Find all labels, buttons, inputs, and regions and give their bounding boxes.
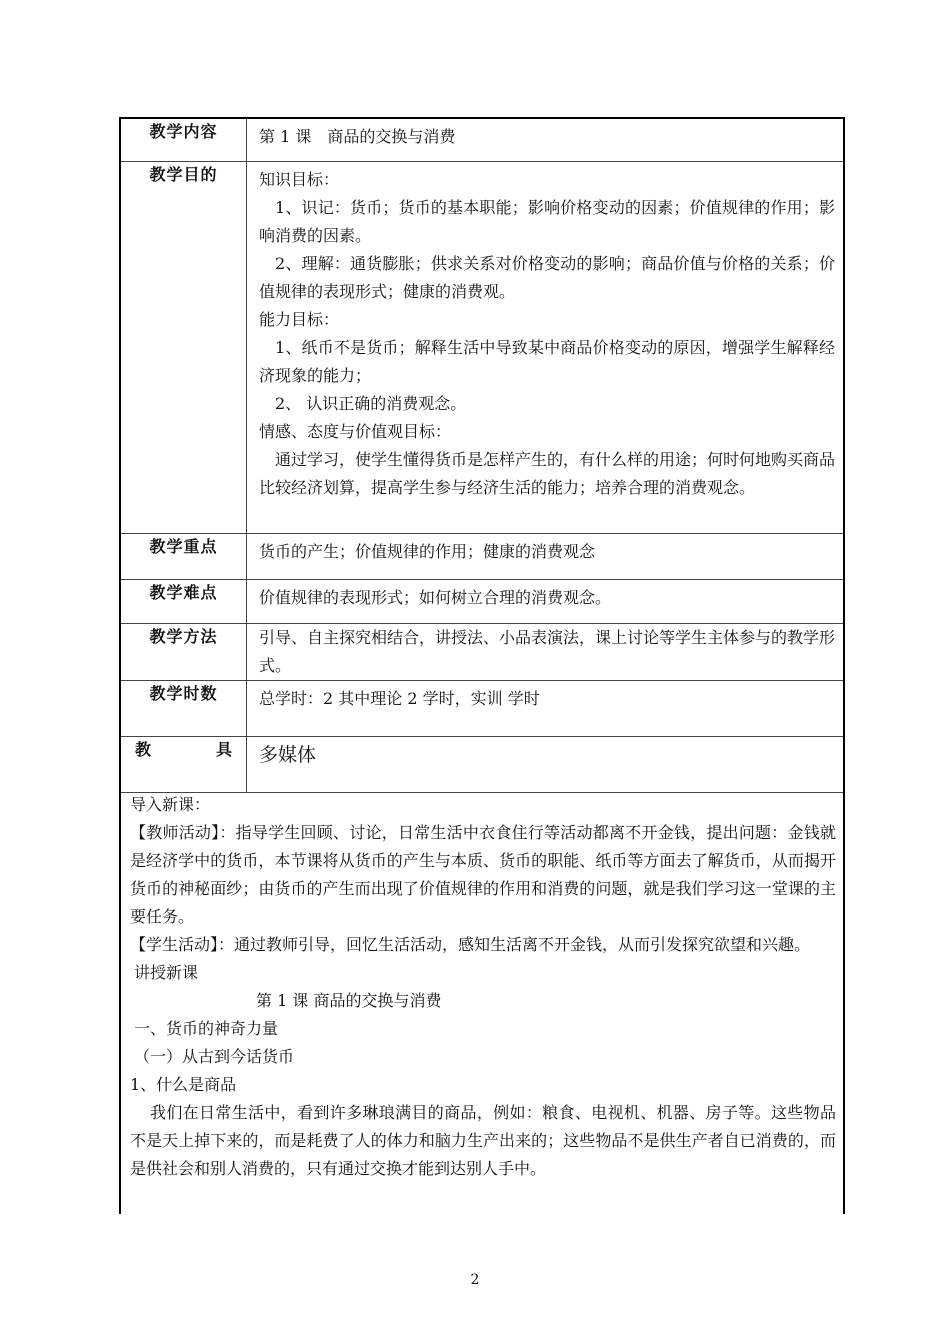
new-lesson-heading: 讲授新课 — [134, 963, 199, 982]
teacher-activity-paragraph: 【教师活动】：指导学生回顾、讨论，日常生活中衣食住行等活动都离不开金钱，提出问题：金钱就是经济学中的货币，本节课将从货币的产生与本质、货币的职能、纸币等方面去了解货币，从而揭开货币的神秘面纱；由货币的产生而出现了价值规律的作用和消费的问题，就是我们学习这一堂课的主要任务。 — [130, 823, 836, 926]
lesson-title-value: 第 1 课 商品的交换与消费 — [259, 127, 456, 146]
table-row — [121, 680, 843, 736]
row-label-hours: 教学时数 — [149, 683, 218, 703]
table-row — [121, 736, 843, 792]
subsection-heading: （一）从古到今话货币 — [134, 1047, 295, 1066]
table-row — [121, 579, 843, 623]
table-row — [121, 161, 843, 533]
row-label-tools — [121, 737, 246, 760]
key-points-value: 货币的产生；价值规律的作用；健康的消费观念 — [259, 541, 596, 561]
row-label-methods: 教学方法 — [149, 626, 218, 646]
objective-item: 1、纸币不是货币；解释生活中导致某中商品价格变动的原因，增强学生解释经济现象的能力； — [259, 337, 835, 385]
student-activity-paragraph: 【学生活动】：通过教师引导，回忆生活活动，感知生活离不开金钱，从而引发探究欲望和兴趣。 — [130, 935, 811, 954]
difficulties-value: 价值规律的表现形式；如何树立合理的消费观念。 — [259, 587, 612, 607]
row-label-tools-second: 具 — [215, 739, 232, 759]
section-heading: 一、货币的神奇力量 — [134, 1019, 279, 1038]
objectives-value — [247, 162, 843, 506]
lesson-plan-sheet — [119, 117, 845, 1214]
ability-heading: 能力目标： — [259, 309, 340, 329]
knowledge-heading: 知识目标： — [259, 169, 340, 189]
row-label-tools-first: 教 — [135, 739, 152, 759]
row-label-objectives: 教学目的 — [149, 164, 218, 184]
values-heading: 情感、态度与价值观目标： — [259, 421, 452, 441]
methods-value: 引导、自主探究相结合，讲授法、小品表演法，课上讨论等学生主体参与的教学形式。 — [259, 627, 836, 675]
row-label-key-points: 教学重点 — [149, 536, 218, 556]
table-row — [121, 119, 843, 161]
body-paragraph: 我们在日常生活中，看到许多琳琅满目的商品，例如：粮食、电视机、机器、房子等。这些物品不是天上掉下来的，而是耗费了人的体力和脑力生产出来的；这些物品不是供生产者自已消费的，而是供社会和别人消费的，只有通过交换才能到达别人手中。 — [130, 1103, 836, 1178]
tools-value: 多媒体 — [259, 743, 317, 766]
objective-item: 通过学习，使学生懂得货币是怎样产生的，有什么样的用途；何时何地购买商品比较经济划算，提高学生参与经济生活的能力；培养合理的消费观念。 — [259, 449, 836, 497]
hours-value: 总学时：2 其中理论 2 学时，实训 学时 — [259, 688, 540, 708]
point-heading: 1、什么是商品 — [130, 1075, 237, 1094]
table-row — [121, 533, 843, 579]
objective-item: 1、识记：货币；货币的基本职能；影响价格变动的因素；价值规律的作用；影响消费的因素。 — [259, 197, 835, 245]
objective-item: 2、理解：通货膨胀；供求关系对价格变动的影响；商品价值与价格的关系；价值规律的表现形式；健康的消费观。 — [259, 253, 835, 301]
row-label-content: 教学内容 — [149, 122, 218, 141]
lesson-body-text — [130, 791, 836, 1183]
row-label-difficulties: 教学难点 — [149, 582, 218, 602]
objective-item: 2、 认识正确的消费观念。 — [275, 393, 467, 413]
lesson-info-table — [121, 119, 843, 793]
page-number: 2 — [470, 1272, 480, 1288]
lesson-title-heading: 第 1 课 商品的交换与消费 — [256, 991, 442, 1010]
intro-heading: 导入新课： — [130, 795, 211, 814]
table-row — [121, 623, 843, 680]
